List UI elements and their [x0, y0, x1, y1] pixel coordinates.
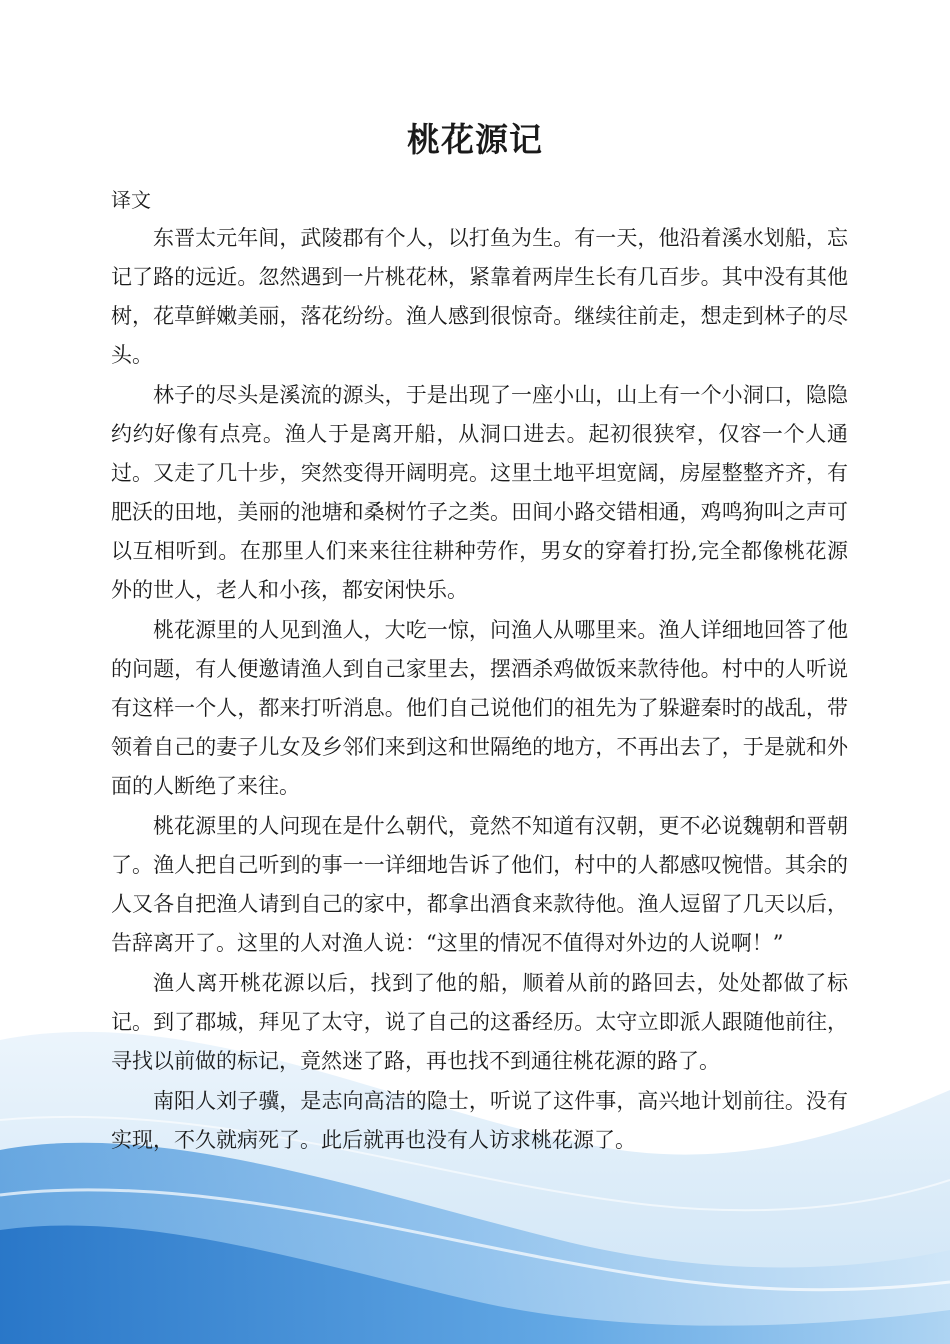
paragraph-6: 南阳人刘子骥，是志向高洁的隐士，听说了这件事，高兴地计划前往。没有实现，不久就病死了。此后就再也没有人访求桃花源了。: [111, 1089, 848, 1152]
paragraph-4: 桃花源里的人问现在是什么朝代，竟然不知道有汉朝，更不必说魏朝和晋朝了。渔人把自己听到的事一一详细地告诉了他们，村中的人都感叹惋惜。其余的人又各自把渔人请到自己的家中，都拿出酒食来款待他。渔人逗留了几天以后，告辞离开了。这里的人对渔人说：“这里的情况不值得对外边的人说啊！”: [111, 814, 848, 955]
paragraph-1: 东晋太元年间，武陵郡有个人，以打鱼为生。有一天，他沿着溪水划船，忘记了路的远近。忽然遇到一片桃花林，紧靠着两岸生长有几百步。其中没有其他树，花草鲜嫩美丽，落花纷纷。渔人感到很惊奇。继续往前走，想走到林子的尽头。: [111, 226, 848, 367]
paragraph-2: 林子的尽头是溪流的源头，于是出现了一座小山，山上有一个小洞口，隐隐约约好像有点亮。渔人于是离开船，从洞口进去。起初很狭窄，仅容一个人通过。又走了几十步，突然变得开阔明亮。这里土地平坦宽阔，房屋整整齐齐，有肥沃的田地，美丽的池塘和桑树竹子之类。田间小路交错相通，鸡鸣狗叫之声可以互相听到。在那里人们来来往往耕种劳作，男女的穿着打扮,完全都像桃花源外的世人，老人和小孩，都安闲快乐。: [111, 383, 848, 602]
page-title: 桃花源记: [407, 120, 543, 159]
paragraph-5: 渔人离开桃花源以后，找到了他的船，顺着从前的路回去，处处都做了标记。到了郡城，拜见了太守，说了自己的这番经历。太守立即派人跟随他前往，寻找以前做的标记，竟然迷了路，再也找不到通往桃花源的路了。: [111, 971, 848, 1073]
section-label: 译文: [111, 188, 151, 212]
paragraph-3: 桃花源里的人见到渔人，大吃一惊，问渔人从哪里来。渔人详细地回答了他的问题，有人便邀请渔人到自己家里去，摆酒杀鸡做饭来款待他。村中的人听说有这样一个人，都来打听消息。他们自己说他们的祖先为了躲避秦时的战乱，带领着自己的妻子儿女及乡邻们来到这和世隔绝的地方，不再出去了，于是就和外面的人断绝了来往。: [111, 618, 848, 798]
translation-body: [111, 219, 848, 1161]
